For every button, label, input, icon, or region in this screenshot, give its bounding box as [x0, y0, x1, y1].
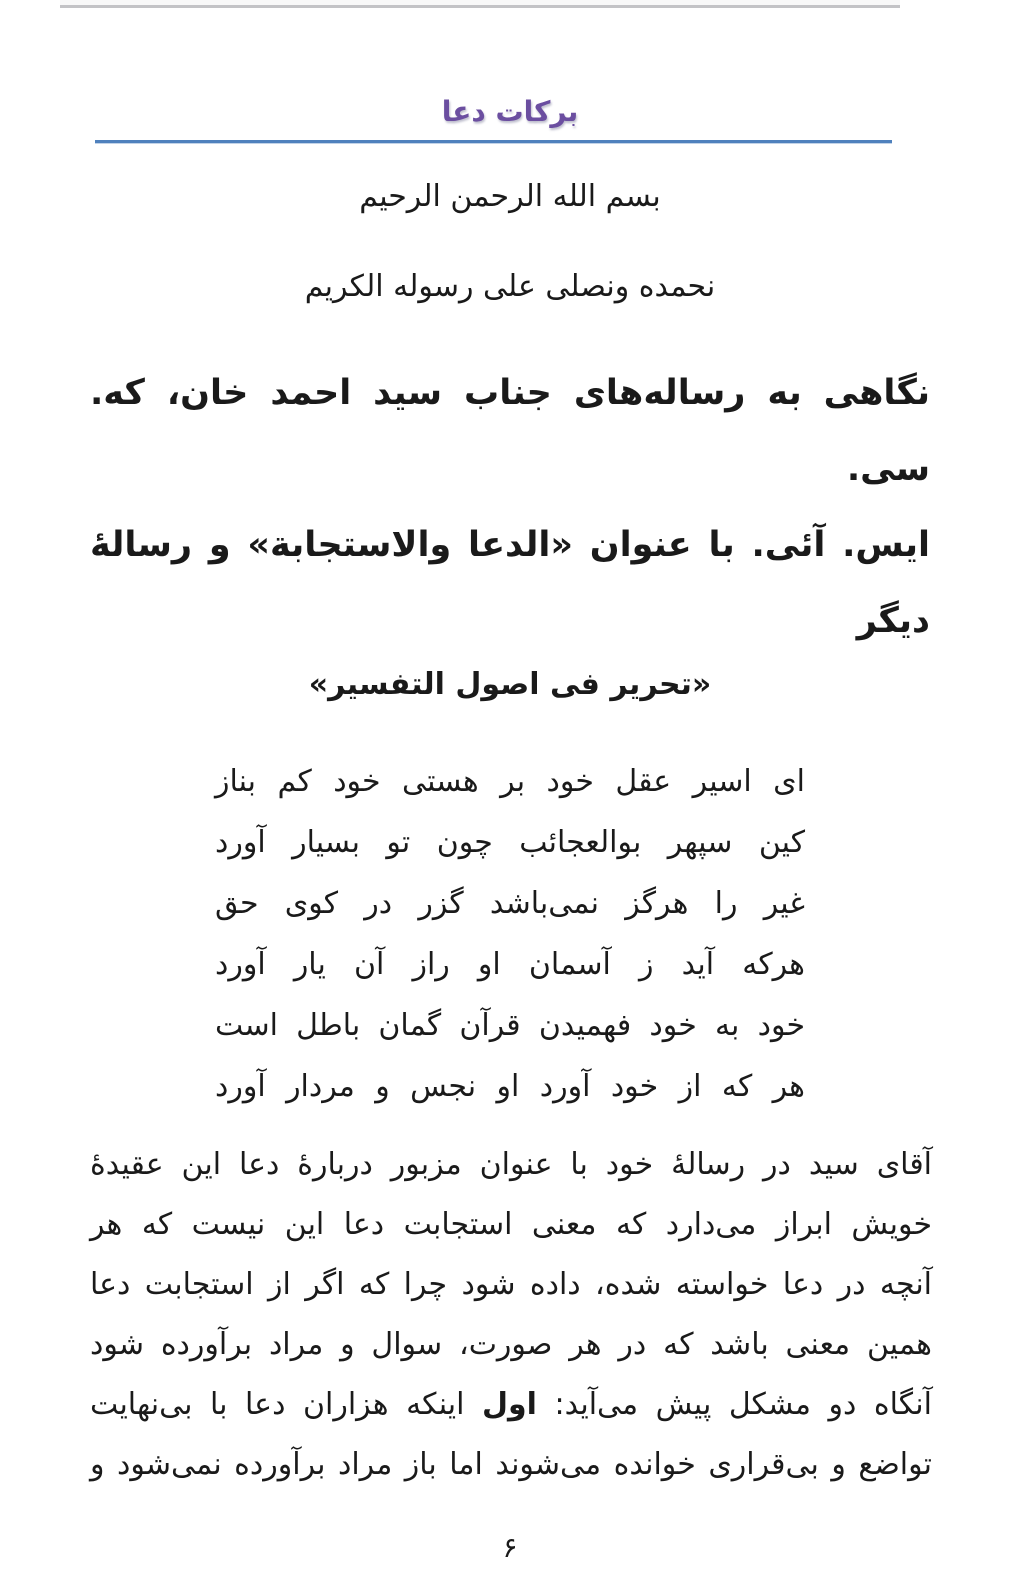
hamdala-line: نحمده ونصلی علی رسوله الکریم	[304, 269, 716, 304]
poem-block	[215, 751, 805, 1117]
running-header-title: برکات دعا	[441, 95, 579, 128]
paragraph-line	[90, 1255, 932, 1315]
section-heading-line-2: ایس. آئی. با عنوان «الدعا والاستجابة» و رسالهٔ دیگر	[90, 525, 930, 641]
text-segment: آقای سید در رسالهٔ خود با عنوان مزبور دربارهٔ دعا این عقیدهٔ	[90, 1147, 932, 1182]
basmala-line: بسم الله الرحمن الرحیم	[359, 179, 661, 214]
page-top-separator	[60, 0, 900, 8]
poem-line: غیر را هرگز نمی‌باشد گزر در کوی حق	[215, 886, 805, 921]
text-segment: تواضع و بی‌قراری خوانده می‌شوند اما باز مراد برآورده نمی‌شود و	[90, 1447, 932, 1482]
page-number: ۶	[502, 1531, 518, 1564]
paragraph-line	[90, 1375, 932, 1435]
text-segment: اینکه هزاران دعا با بی‌نهایت	[90, 1387, 482, 1422]
poem-line: ای اسیر عقل خود بر هستی خود کم بناز	[215, 764, 805, 799]
section-heading-line-1: نگاهی به رساله‌های جناب سید احمد خان، که. سی.	[90, 373, 930, 489]
poem-line: هر که از خود آورد او نجس و مردار آورد	[215, 1069, 805, 1104]
paragraph-line	[90, 1315, 932, 1375]
body-paragraph	[90, 1135, 932, 1495]
section-subtitle: «تحریر فی اصول التفسیر»	[308, 667, 712, 702]
poem-line: کین سپهر بوالعجائب چون تو بسیار آورد	[215, 825, 805, 860]
poem-line: خود به خود فهمیدن قرآن گمان باطل است	[215, 1008, 805, 1043]
bold-text-segment: اول	[482, 1387, 537, 1422]
header-rule	[95, 140, 892, 143]
section-heading	[90, 355, 930, 659]
paragraph-line	[90, 1435, 932, 1495]
text-segment: خویش ابراز می‌دارد که معنی استجابت دعا این نیست که هر	[90, 1207, 932, 1242]
paragraph-line	[90, 1195, 932, 1255]
paragraph-line	[90, 1135, 932, 1195]
text-segment: آنچه در دعا خواسته شده، داده شود چرا که اگر از استجابت دعا	[90, 1267, 932, 1302]
text-segment: آنگاه دو مشکل پیش می‌آید:	[536, 1387, 932, 1422]
poem-line: هرکه آید ز آسمان او راز آن یار آورد	[215, 947, 805, 982]
text-segment: همین معنی باشد که در هر صورت، سوال و مراد برآورده شود	[90, 1327, 932, 1362]
